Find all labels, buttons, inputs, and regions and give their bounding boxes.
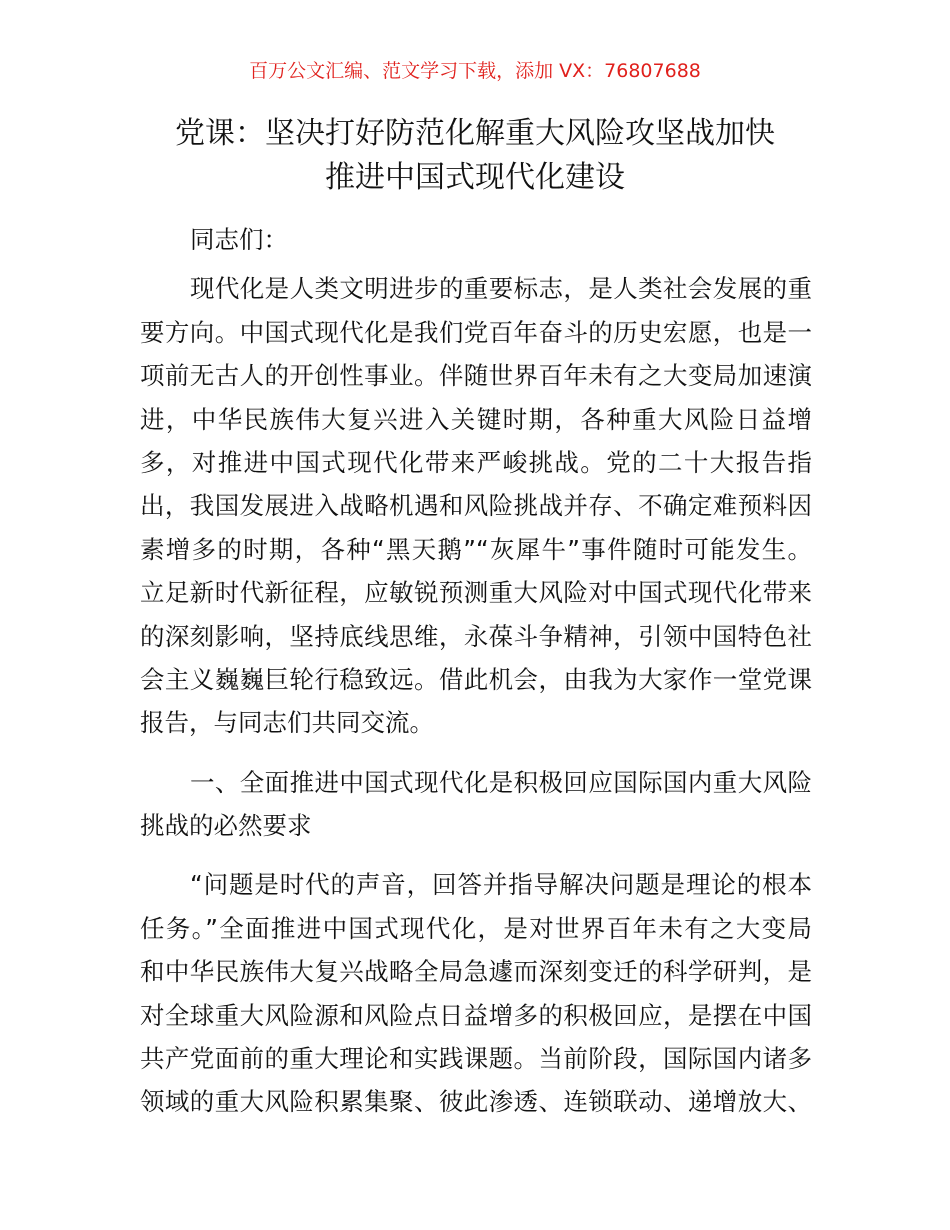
title-line-2: 推进中国式现代化建设 [325, 160, 625, 195]
paragraph [140, 267, 812, 744]
text-line: 素增多的时期，各种“黑天鹅”“灰犀牛”事件随时可能发生。 [140, 534, 812, 564]
text-line: 的深刻影响，坚持底线思维，永葆斗争精神，引领中国特色社 [140, 621, 812, 651]
text-line: 进，中华民族伟大复兴进入关键时期，各种重大风险日益增 [140, 404, 812, 434]
text-line: 立足新时代新征程，应敏锐预测重大风险对中国式现代化带来 [140, 578, 812, 608]
text-line: 挑战的必然要求 [140, 811, 312, 841]
text-line: 报告，与同志们共同交流。 [140, 708, 434, 738]
watermark-banner: 百万公文汇编、范文学习下载，添加 VX：76807688 [249, 60, 701, 82]
section-heading [140, 761, 812, 848]
text-line: 共产党面前的重大理论和实践课题。当前阶段，国际国内诸多 [140, 1044, 812, 1074]
document-body [140, 218, 812, 1124]
text-line: 领域的重大风险积累集聚、彼此渗透、连锁联动、递增放大、 [140, 1087, 812, 1117]
text-line: 出，我国发展进入战略机遇和风险挑战并存、不确定难预料因 [140, 491, 812, 521]
title-line-1: 党课：坚决打好防范化解重大风险攻坚战加快 [175, 116, 775, 151]
text-line: 会主义巍巍巨轮行稳致远。借此机会，由我为大家作一堂党课 [140, 664, 812, 694]
text-line: 项前无古人的开创性事业。伴随世界百年未有之大变局加速演 [140, 361, 812, 391]
text-line: 多，对推进中国式现代化带来严峻挑战。党的二十大报告指 [140, 447, 812, 477]
text-line: 要方向。中国式现代化是我们党百年奋斗的历史宏愿，也是一 [140, 317, 812, 347]
text-line: 现代化是人类文明进步的重要标志，是人类社会发展的重 [190, 274, 812, 304]
text-line: 对全球重大风险源和风险点日益增多的积极回应，是摆在中国 [140, 1000, 812, 1030]
text-line: 一、全面推进中国式现代化是积极回应国际国内重大风险 [190, 767, 812, 797]
paragraph [140, 863, 812, 1123]
text-line: “问题是时代的声音，回答并指导解决问题是理论的根本 [190, 870, 812, 900]
document-title [0, 112, 950, 200]
salutation: 同志们： [190, 225, 288, 254]
text-line: 任务。”全面推进中国式现代化，是对世界百年未有之大变局 [140, 913, 812, 943]
text-line: 和中华民族伟大复兴战略全局急遽而深刻变迁的科学研判，是 [140, 957, 812, 987]
